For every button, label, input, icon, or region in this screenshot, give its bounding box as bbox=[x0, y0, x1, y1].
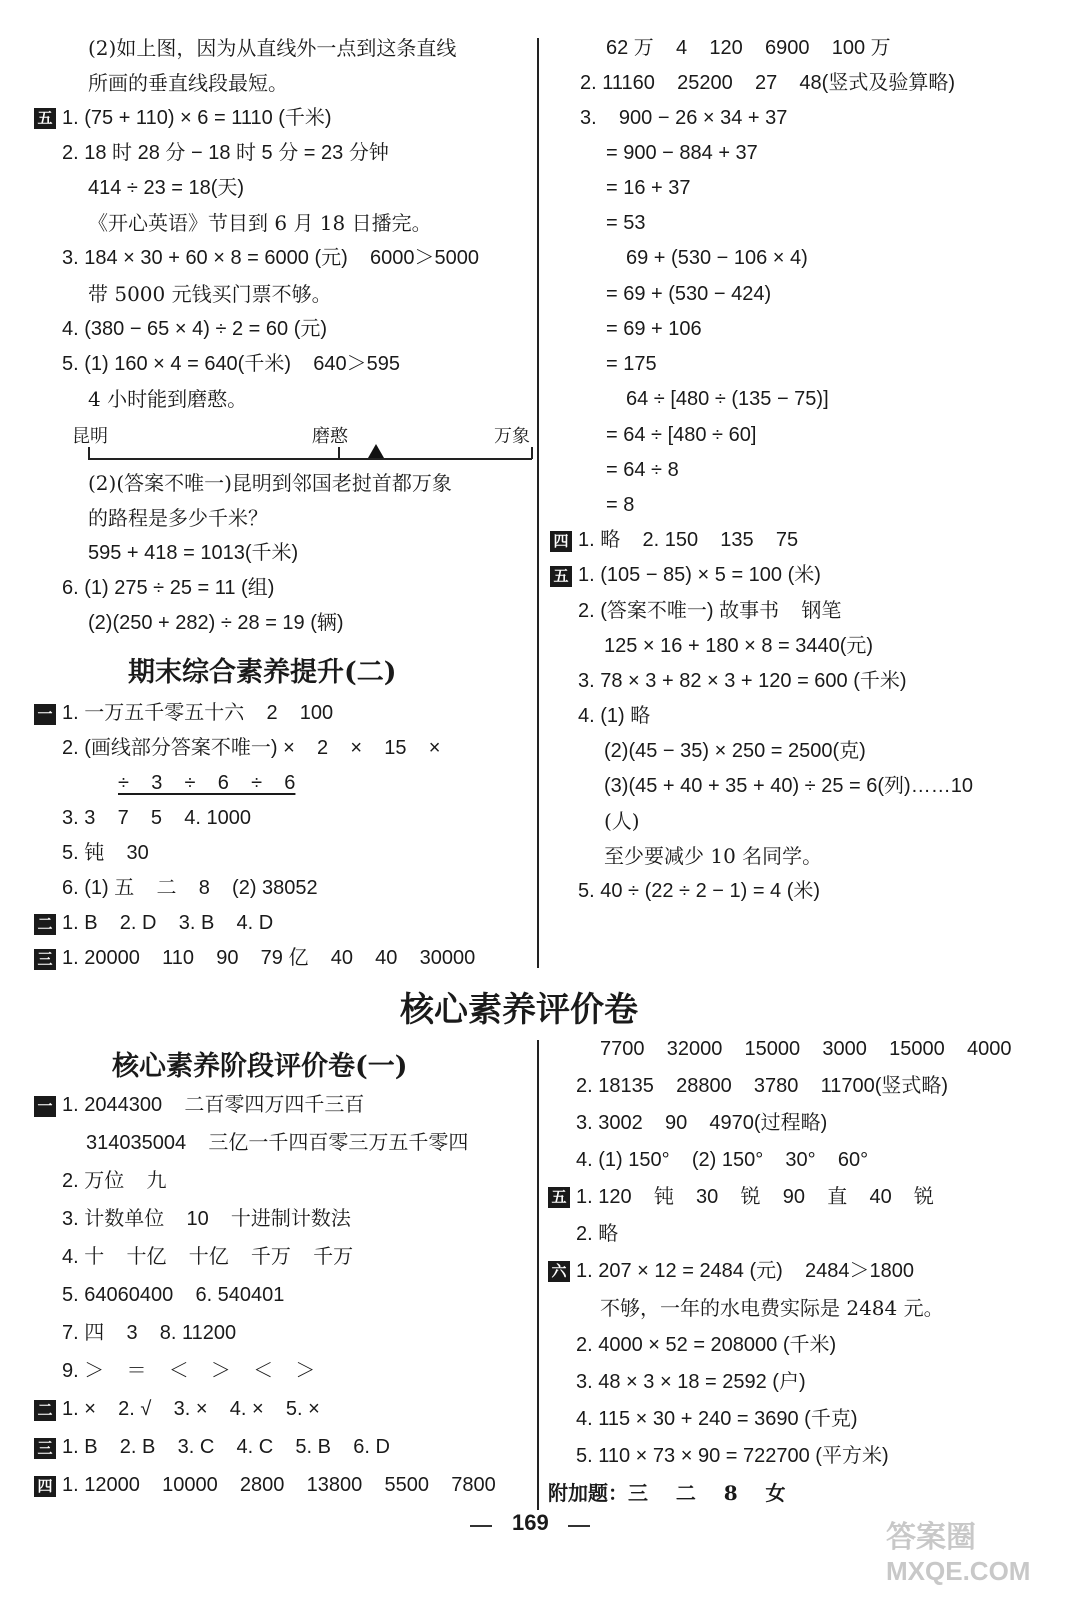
answer-line: = 16 + 37 bbox=[606, 177, 691, 199]
answer-line-underlined: ÷ 3 ÷ 6 ÷ 6 bbox=[118, 772, 296, 794]
answer-line: 1. 一万五千零五十六 2 100 bbox=[62, 702, 334, 724]
answer-line: = 900 − 884 + 37 bbox=[606, 142, 758, 164]
answer-line: (人) bbox=[604, 809, 640, 833]
answer-line: 2. 18 时 28 分 − 18 时 5 分 = 23 分钟 bbox=[62, 142, 389, 164]
answer-line: 不够，一年的水电费实际是 2484 元。 bbox=[600, 1296, 944, 1320]
answer-line: 带 5000 元钱买门票不够。 bbox=[88, 282, 332, 306]
answer-line: 2. 18135 28800 3780 11700(竖式略) bbox=[576, 1075, 949, 1097]
answer-line: 314035004 三亿一千四百零三万五千零四 bbox=[86, 1132, 469, 1154]
answer-line: 《开心英语》节目到 6 月 18 日播完。 bbox=[88, 211, 432, 235]
answer-line: 4. (1) 略 bbox=[578, 705, 651, 727]
answer-line: = 69 + (530 − 424) bbox=[606, 283, 772, 305]
section-tag-one: 一 bbox=[34, 704, 56, 725]
map-label-kunming: 昆明 bbox=[72, 426, 108, 447]
answer-line: 1. × 2. √ 3. × 4. × 5. × bbox=[62, 1398, 320, 1420]
map-label-vientiane: 万象 bbox=[494, 426, 530, 447]
map-route-line bbox=[88, 458, 532, 460]
column-divider-top bbox=[537, 38, 539, 968]
answer-line: 1. 12000 10000 2800 13800 5500 7800 bbox=[62, 1474, 496, 1496]
answer-line: 6. (1) 五 二 8 (2) 38052 bbox=[62, 877, 318, 899]
section-title-stage-evaluation-1: 核心素养阶段评价卷(一) bbox=[112, 1051, 408, 1082]
map-marker-triangle bbox=[368, 444, 384, 458]
answer-line: 1. B 2. D 3. B 4. D bbox=[62, 912, 274, 934]
answer-line: 5. 40 ÷ (22 ÷ 2 − 1) = 4 (米) bbox=[578, 880, 821, 902]
answer-line: 2. (画线部分答案不唯一) × 2 × 15 × bbox=[62, 737, 441, 759]
answer-line: (2)(250 + 282) ÷ 28 = 19 (辆) bbox=[88, 612, 344, 634]
answer-line: (3)(45 + 40 + 35 + 40) ÷ 25 = 6(列)……10 bbox=[604, 775, 973, 797]
answer-line: = 53 bbox=[606, 212, 646, 234]
answer-line: 7700 32000 15000 3000 15000 4000 bbox=[600, 1038, 1012, 1060]
answer-line: 9. ＞ ＝ ＜ ＞ ＜ ＞ bbox=[62, 1360, 316, 1382]
section-tag-three: 三 bbox=[34, 949, 56, 970]
answer-line: 所画的垂直线段最短。 bbox=[88, 71, 288, 95]
section-tag-two: 二 bbox=[34, 914, 56, 935]
answer-line: 2. 略 bbox=[576, 1223, 619, 1245]
answer-line: 2. (答案不唯一) 故事书 钢笔 bbox=[578, 600, 842, 622]
section-tag-five: 五 bbox=[550, 566, 572, 587]
answer-line: = 175 bbox=[606, 353, 657, 375]
map-label-mohan: 磨憨 bbox=[312, 426, 348, 447]
answer-line: 5. 64060400 6. 540401 bbox=[62, 1284, 285, 1306]
answer-line: 64 ÷ [480 ÷ (135 − 75)] bbox=[626, 388, 829, 410]
answer-line: 3. 48 × 3 × 18 = 2592 (户) bbox=[576, 1371, 806, 1393]
answer-line: 1. B 2. B 3. C 4. C 5. B 6. D bbox=[62, 1436, 390, 1458]
answer-line: 125 × 16 + 180 × 8 = 3440(元) bbox=[604, 635, 874, 657]
answer-line: 4 小时能到磨憨。 bbox=[88, 387, 248, 411]
answer-line: 5. 110 × 73 × 90 = 722700 (平方米) bbox=[576, 1445, 889, 1467]
answer-line: 69 + (530 − 106 × 4) bbox=[626, 247, 808, 269]
watermark-logo: 答案圈 bbox=[886, 1521, 976, 1554]
answer-line: 414 ÷ 23 = 18(天) bbox=[88, 177, 245, 199]
answer-line: 4. 十 十亿 十亿 千万 千万 bbox=[62, 1246, 354, 1268]
answer-line: 1. 120 钝 30 锐 90 直 40 锐 bbox=[576, 1186, 934, 1208]
watermark-url: MXQE.COM bbox=[886, 1556, 1031, 1586]
answer-line: 1. 2044300 二百零四万四千三百 bbox=[62, 1094, 365, 1116]
answer-line: (2)如上图，因为从直线外一点到这条直线 bbox=[88, 36, 457, 60]
answer-line: 62 万 4 120 6900 100 万 bbox=[606, 37, 891, 59]
big-title-core-literacy-evaluation: 核心素养评价卷 bbox=[400, 990, 638, 1030]
page-number: 169 bbox=[512, 1510, 549, 1535]
answer-line: 2. 11160 25200 27 48(竖式及验算略) bbox=[580, 72, 955, 94]
answer-line: 1. (105 − 85) × 5 = 100 (米) bbox=[578, 564, 821, 586]
page-number-dash-left bbox=[470, 1525, 492, 1527]
answer-line: 3. 3002 90 4970(过程略) bbox=[576, 1112, 828, 1134]
answer-line: (2)(45 − 35) × 250 = 2500(克) bbox=[604, 740, 866, 762]
answer-line: 2. 4000 × 52 = 208000 (千米) bbox=[576, 1334, 837, 1356]
section-tag-three: 三 bbox=[34, 1438, 56, 1459]
answer-line: (2)(答案不唯一)昆明到邻国老挝首都万象 bbox=[88, 471, 452, 495]
answer-line: = 64 ÷ [480 ÷ 60] bbox=[606, 424, 757, 446]
answer-line: 至少要减少 10 名同学。 bbox=[604, 844, 823, 868]
answer-line: 595 + 418 = 1013(千米) bbox=[88, 542, 299, 564]
answer-line: 6. (1) 275 ÷ 25 = 11 (组) bbox=[62, 577, 275, 599]
answer-line: 4. (380 − 65 × 4) ÷ 2 = 60 (元) bbox=[62, 318, 328, 340]
page-number-dash-right bbox=[568, 1525, 590, 1527]
answer-line: 1. 略 2. 150 135 75 bbox=[578, 529, 799, 551]
section-tag-one: 一 bbox=[34, 1096, 56, 1117]
answer-line: 3. 78 × 3 + 82 × 3 + 120 = 600 (千米) bbox=[578, 670, 907, 692]
section-tag-two: 二 bbox=[34, 1400, 56, 1421]
map-tick-start bbox=[88, 447, 90, 459]
answer-line: 3. 3 7 5 4. 1000 bbox=[62, 807, 252, 829]
answer-line: 的路程是多少千米？ bbox=[88, 506, 268, 530]
section-tag-four: 四 bbox=[550, 531, 572, 552]
section-tag-six: 六 bbox=[548, 1261, 570, 1282]
answer-line: 1. (75 + 110) × 6 = 1110 (千米) bbox=[62, 107, 332, 129]
section-tag-five: 五 bbox=[548, 1187, 570, 1208]
answer-line: = 8 bbox=[606, 494, 635, 516]
answer-line: 5. (1) 160 × 4 = 640(千米) 640＞595 bbox=[62, 353, 400, 375]
answer-line: 1. 207 × 12 = 2484 (元) 2484＞1800 bbox=[576, 1260, 915, 1282]
answer-line: 7. 四 3 8. 11200 bbox=[62, 1322, 237, 1344]
section-tag-five: 五 bbox=[34, 108, 56, 129]
bonus-question-line: 附加题：三 二 8 女 bbox=[548, 1481, 786, 1505]
answer-line: 4. (1) 150° (2) 150° 30° 60° bbox=[576, 1149, 869, 1171]
answer-line: 3. 184 × 30 + 60 × 8 = 6000 (元) 6000＞5000 bbox=[62, 247, 479, 269]
answer-line: 3. 计数单位 10 十进制计数法 bbox=[62, 1208, 351, 1230]
column-divider-bottom bbox=[537, 1040, 539, 1510]
section-title-final-review-2: 期末综合素养提升(二) bbox=[128, 657, 397, 688]
answer-line: 3. 900 − 26 × 34 + 37 bbox=[580, 107, 788, 129]
map-tick-mohan bbox=[338, 447, 340, 459]
answer-line: = 64 ÷ 8 bbox=[606, 459, 679, 481]
section-tag-four: 四 bbox=[34, 1476, 56, 1497]
answer-line: 5. 钝 30 bbox=[62, 842, 149, 864]
answer-line: 4. 115 × 30 + 240 = 3690 (千克) bbox=[576, 1408, 858, 1430]
answer-line: = 69 + 106 bbox=[606, 318, 702, 340]
answer-line: 2. 万位 九 bbox=[62, 1170, 167, 1192]
map-tick-end bbox=[531, 447, 533, 459]
answer-line: 1. 20000 110 90 79 亿 40 40 30000 bbox=[62, 947, 476, 969]
